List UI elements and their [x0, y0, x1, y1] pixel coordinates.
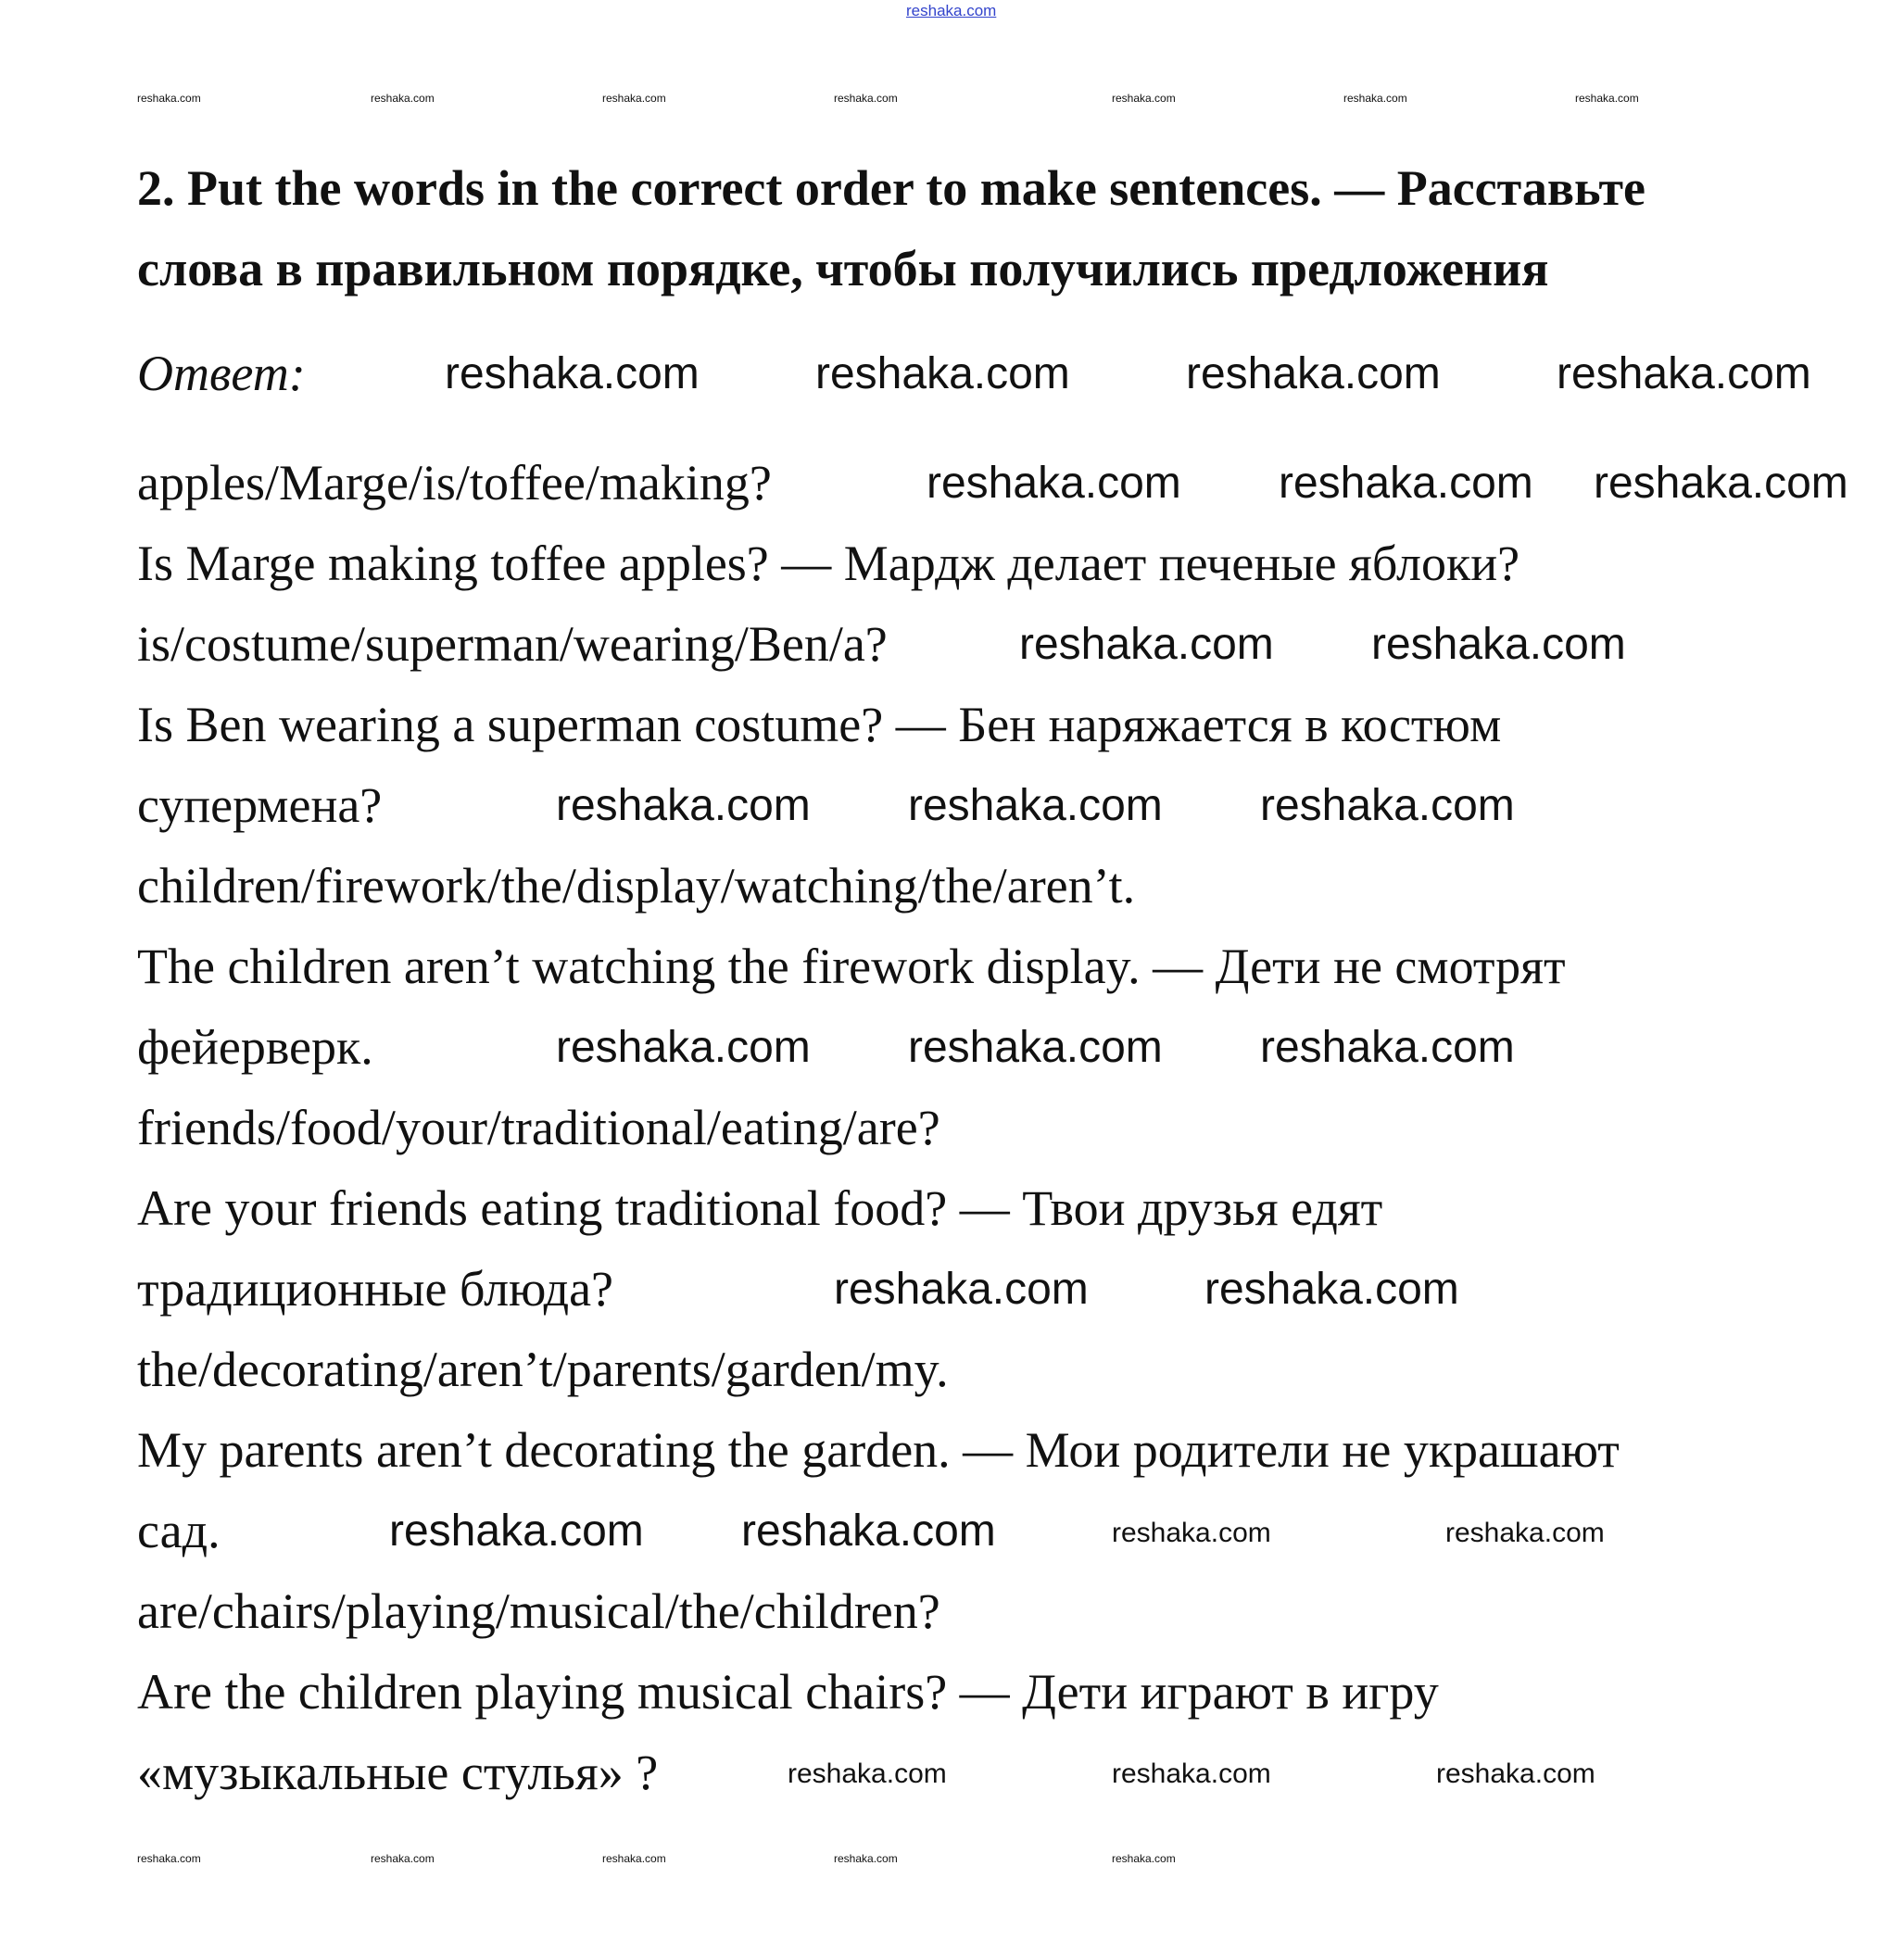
watermark: reshaka.com — [1019, 620, 1274, 669]
watermark: reshaka.com — [741, 1506, 996, 1556]
text-line: сад. — [137, 1503, 221, 1558]
watermark: reshaka.com — [1557, 349, 1811, 398]
watermark: reshaka.com — [1186, 349, 1441, 398]
text-line: Is Marge making toffee apples? — Мардж делает печеные яблоки? — [137, 536, 1520, 591]
watermark: reshaka.com — [1112, 1518, 1271, 1548]
watermark: reshaka.com — [602, 1852, 666, 1865]
watermark: reshaka.com — [1575, 92, 1639, 105]
text-line: My parents aren’t decorating the garden. — Мои родители не украшают — [137, 1422, 1620, 1478]
watermark: reshaka.com — [1445, 1518, 1605, 1548]
watermark: reshaka.com — [908, 781, 1163, 830]
exercise-heading-line-2: слова в правильном порядке, чтобы получились предложения — [137, 241, 1549, 296]
text-line: children/firework/the/display/watching/the/aren’t. — [137, 858, 1136, 914]
watermark: reshaka.com — [788, 1759, 947, 1789]
text-line: супермена? — [137, 777, 383, 833]
text-line: are/chairs/playing/musical/the/children? — [137, 1583, 940, 1639]
text-line: Is Ben wearing a superman costume? — Бен наряжается в костюм — [137, 697, 1502, 752]
text-line: традиционные блюда? — [137, 1261, 614, 1317]
text-line: Are the children playing musical chairs? — Дети играют в игру — [137, 1664, 1439, 1720]
watermark: reshaka.com — [445, 349, 700, 398]
watermark: reshaka.com — [927, 459, 1181, 508]
watermark: reshaka.com — [815, 349, 1070, 398]
watermark: reshaka.com — [1260, 781, 1515, 830]
text-line: apples/Marge/is/toffee/making? — [137, 455, 772, 511]
exercise-heading-line-1: 2. Put the words in the correct order to make sentences. — Расставьте — [137, 160, 1646, 216]
watermark: reshaka.com — [1371, 620, 1626, 669]
text-line: фейерверк. — [137, 1019, 373, 1075]
watermark: reshaka.com — [908, 1023, 1163, 1072]
watermark: reshaka.com — [137, 92, 201, 105]
watermark: reshaka.com — [556, 781, 811, 830]
watermark: reshaka.com — [556, 1023, 811, 1072]
text-line: friends/food/your/traditional/eating/are? — [137, 1100, 940, 1155]
site-link[interactable]: reshaka.com — [906, 2, 997, 19]
watermark: reshaka.com — [1112, 92, 1176, 105]
watermark: reshaka.com — [1112, 1759, 1271, 1789]
watermark: reshaka.com — [1343, 92, 1407, 105]
text-line: Are your friends eating traditional food? — Твои друзья едят — [137, 1180, 1383, 1236]
watermark: reshaka.com — [834, 1852, 898, 1865]
watermark: reshaka.com — [602, 92, 666, 105]
watermark: reshaka.com — [1112, 1852, 1176, 1865]
watermark: reshaka.com — [1260, 1023, 1515, 1072]
text-line: is/costume/superman/wearing/Ben/a? — [137, 616, 888, 672]
watermark: reshaka.com — [1279, 459, 1533, 508]
answer-label: Ответ: — [137, 346, 306, 401]
watermark: reshaka.com — [371, 92, 435, 105]
text-line: The children aren’t watching the firework display. — Дети не смотрят — [137, 939, 1566, 994]
watermark: reshaka.com — [1436, 1759, 1595, 1789]
text-line: the/decorating/aren’t/parents/garden/my. — [137, 1342, 949, 1397]
watermark: reshaka.com — [834, 1265, 1089, 1314]
watermark: reshaka.com — [834, 92, 898, 105]
text-line: «музыкальные стулья» ? — [137, 1745, 659, 1800]
watermark: reshaka.com — [1594, 459, 1848, 508]
watermark: reshaka.com — [1204, 1265, 1459, 1314]
watermark: reshaka.com — [371, 1852, 435, 1865]
watermark: reshaka.com — [137, 1852, 201, 1865]
watermark: reshaka.com — [389, 1506, 644, 1556]
